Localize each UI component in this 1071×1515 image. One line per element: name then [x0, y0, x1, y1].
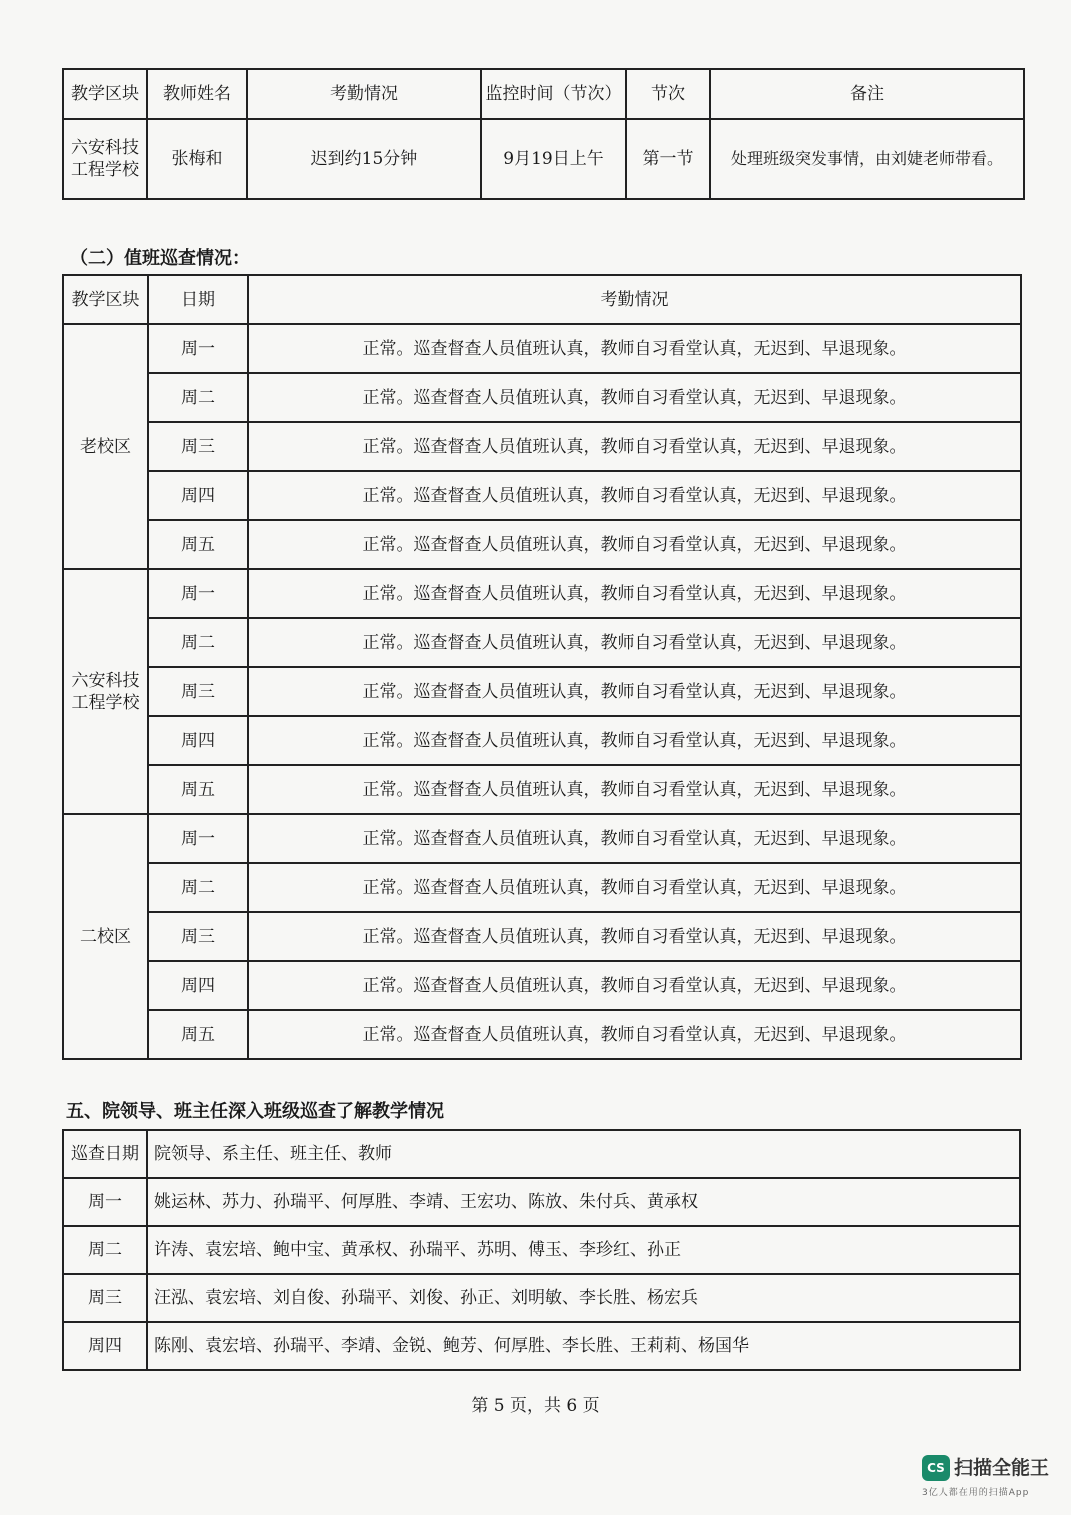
attendance-status-cell: 正常。巡查督查人员值班认真，教师自习看堂认真，无迟到、早退现象。	[248, 373, 1021, 422]
attendance-status-cell: 正常。巡查督查人员值班认真，教师自习看堂认真，无迟到、早退现象。	[248, 912, 1021, 961]
campus-cell: 六安科技工程学校	[63, 569, 148, 814]
table-row	[63, 119, 1024, 199]
header-cell: 教学区块	[63, 275, 148, 324]
table-row	[63, 1226, 1020, 1274]
attendance-status-cell: 正常。巡查督查人员值班认真，教师自习看堂认真，无迟到、早退现象。	[248, 765, 1021, 814]
day-cell: 周二	[148, 373, 248, 422]
inspection-day-cell: 周二	[63, 1226, 147, 1274]
attendance-status-cell: 正常。巡查督查人员值班认真，教师自习看堂认真，无迟到、早退现象。	[248, 667, 1021, 716]
day-cell: 周二	[148, 618, 248, 667]
day-cell: 周一	[148, 814, 248, 863]
table-row	[63, 569, 1021, 618]
watermark-slogan: 3亿人都在用的扫描App	[922, 1488, 1030, 1498]
note-cell: 处理班级突发事情，由刘婕老师带看。	[710, 119, 1024, 199]
table-row	[63, 716, 1021, 765]
table-row	[63, 814, 1021, 863]
table-row	[63, 373, 1021, 422]
time-cell: 9月19日上午	[481, 119, 626, 199]
attendance-status-cell: 正常。巡查督查人员值班认真，教师自习看堂认真，无迟到、早退现象。	[248, 1010, 1021, 1059]
attendance-status-cell: 正常。巡查督查人员值班认真，教师自习看堂认真，无迟到、早退现象。	[248, 569, 1021, 618]
header-cell: 教学区块	[63, 69, 147, 119]
table-row	[63, 520, 1021, 569]
day-cell: 周五	[148, 520, 248, 569]
attendance-status-cell: 正常。巡查督查人员值班认真，教师自习看堂认真，无迟到、早退现象。	[248, 471, 1021, 520]
watermark-app-name: 扫描全能王	[954, 1457, 1050, 1479]
inspector-names-cell: 陈刚、袁宏培、孙瑞平、李靖、金锐、鲍芳、何厚胜、李长胜、王莉莉、杨国华	[147, 1322, 1020, 1370]
header-cell: 监控时间（节次）	[481, 69, 626, 119]
attendance-status-cell: 正常。巡查督查人员值班认真，教师自习看堂认真，无迟到、早退现象。	[248, 520, 1021, 569]
day-cell: 周三	[148, 912, 248, 961]
header-cell: 巡查日期	[63, 1130, 147, 1178]
table-row	[63, 961, 1021, 1010]
attendance-status-cell: 正常。巡查督查人员值班认真，教师自习看堂认真，无迟到、早退现象。	[248, 422, 1021, 471]
scanner-watermark	[922, 1455, 1057, 1503]
leader-inspection-table	[62, 1129, 1021, 1371]
attendance-status-cell: 正常。巡查督查人员值班认真，教师自习看堂认真，无迟到、早退现象。	[248, 618, 1021, 667]
table-row	[63, 863, 1021, 912]
day-cell: 周二	[148, 863, 248, 912]
attendance-status-cell: 正常。巡查督查人员值班认真，教师自习看堂认真，无迟到、早退现象。	[248, 324, 1021, 373]
day-cell: 周三	[148, 667, 248, 716]
attendance-status-cell: 正常。巡查督查人员值班认真，教师自习看堂认真，无迟到、早退现象。	[248, 863, 1021, 912]
table-row	[63, 667, 1021, 716]
camscanner-logo-icon: CS	[922, 1455, 950, 1481]
header-cell: 节次	[626, 69, 710, 119]
teacher-name-cell: 张梅和	[147, 119, 247, 199]
campus-cell: 六安科技工程学校	[63, 119, 147, 199]
day-cell: 周一	[148, 324, 248, 373]
table-header-row	[63, 69, 1024, 119]
table-row	[63, 422, 1021, 471]
table-row	[63, 1274, 1020, 1322]
table-row	[63, 1178, 1020, 1226]
table-row	[63, 324, 1021, 373]
header-cell: 考勤情况	[248, 275, 1021, 324]
teacher-attendance-table	[62, 68, 1025, 200]
day-cell: 周四	[148, 471, 248, 520]
campus-cell: 二校区	[63, 814, 148, 1059]
header-cell: 教师姓名	[147, 69, 247, 119]
day-cell: 周四	[148, 716, 248, 765]
table-row	[63, 471, 1021, 520]
day-cell: 周五	[148, 1010, 248, 1059]
day-cell: 周五	[148, 765, 248, 814]
day-cell: 周三	[148, 422, 248, 471]
inspector-names-cell: 许涛、袁宏培、鲍中宝、黄承权、孙瑞平、苏明、傅玉、李珍红、孙正	[147, 1226, 1020, 1274]
attendance-status-cell: 正常。巡查督查人员值班认真，教师自习看堂认真，无迟到、早退现象。	[248, 814, 1021, 863]
table-header-row	[63, 275, 1021, 324]
duty-inspection-table	[62, 274, 1022, 1060]
campus-cell: 老校区	[63, 324, 148, 569]
table-header-row	[63, 1130, 1020, 1178]
table-row	[63, 1010, 1021, 1059]
attendance-status-cell: 正常。巡查督查人员值班认真，教师自习看堂认真，无迟到、早退现象。	[248, 961, 1021, 1010]
page-number: 第 5 页，共 6 页	[471, 1396, 600, 1416]
table-row	[63, 765, 1021, 814]
table-row	[63, 1322, 1020, 1370]
table-row	[63, 912, 1021, 961]
section-title-leader-inspection: 五、院领导、班主任深入班级巡查了解教学情况	[66, 1101, 444, 1122]
inspector-names-cell: 姚运林、苏力、孙瑞平、何厚胜、李靖、王宏功、陈放、朱付兵、黄承权	[147, 1178, 1020, 1226]
inspection-day-cell: 周一	[63, 1178, 147, 1226]
header-cell: 备注	[710, 69, 1024, 119]
attendance-status-cell: 正常。巡查督查人员值班认真，教师自习看堂认真，无迟到、早退现象。	[248, 716, 1021, 765]
header-cell: 院领导、系主任、班主任、教师	[147, 1130, 1020, 1178]
table-row	[63, 618, 1021, 667]
attendance-cell: 迟到约15分钟	[247, 119, 481, 199]
section-title-duty-inspection: （二）值班巡查情况：	[70, 248, 250, 269]
inspection-day-cell: 周三	[63, 1274, 147, 1322]
header-cell: 考勤情况	[247, 69, 481, 119]
inspector-names-cell: 汪泓、袁宏培、刘自俊、孙瑞平、刘俊、孙正、刘明敏、李长胜、杨宏兵	[147, 1274, 1020, 1322]
inspection-day-cell: 周四	[63, 1322, 147, 1370]
day-cell: 周一	[148, 569, 248, 618]
period-cell: 第一节	[626, 119, 710, 199]
header-cell: 日期	[148, 275, 248, 324]
day-cell: 周四	[148, 961, 248, 1010]
